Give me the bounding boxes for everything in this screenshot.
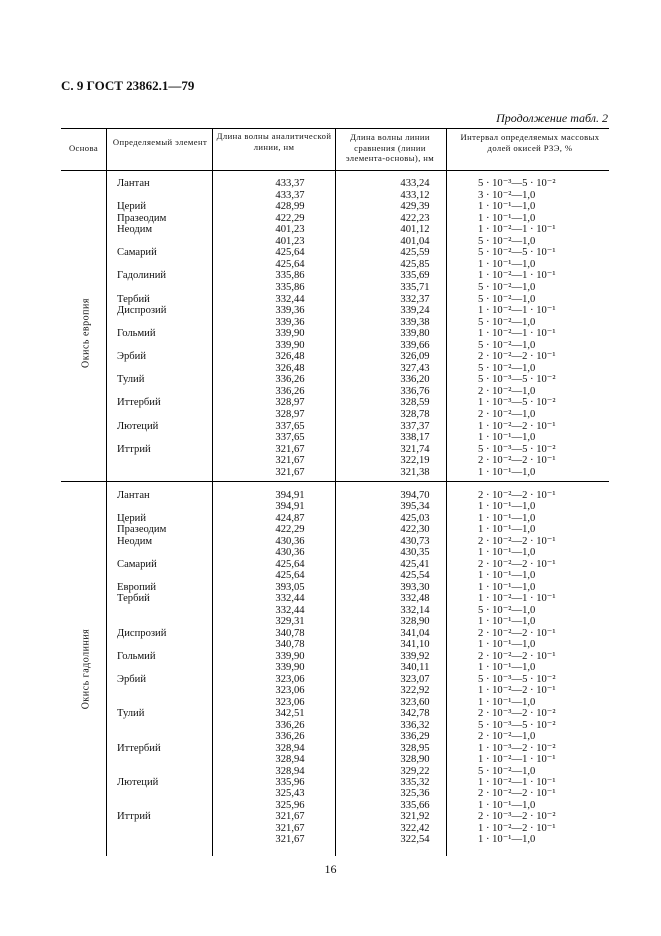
element-name: Тербий: [117, 593, 150, 605]
wavelength-comparison: 429,39: [400, 201, 430, 213]
wavelength-analytical: 321,67: [275, 811, 305, 823]
mass-fraction-interval: 2 · 10⁻²—2 · 10⁻¹: [478, 558, 556, 570]
wavelength-comparison: 328,90: [400, 754, 430, 766]
mass-fraction-interval: 1 · 10⁻¹—1,0: [478, 201, 536, 213]
wavelength-comparison: 336,20: [400, 374, 430, 386]
table-row: [0, 455, 661, 467]
wavelength-comparison: 433,24: [400, 178, 430, 189]
wavelength-comparison: 425,85: [400, 258, 430, 270]
element-name: Тулий: [117, 708, 145, 720]
mass-fraction-interval: 1 · 10⁻¹—1,0: [478, 466, 536, 478]
wavelength-analytical: 321,67: [275, 834, 305, 846]
table-row: [0, 570, 661, 582]
wavelength-comparison: 395,34: [400, 501, 430, 513]
wavelength-analytical: 326,48: [275, 351, 305, 363]
page-header: С. 9 ГОСТ 23862.1—79: [61, 78, 195, 93]
table-row: [0, 317, 661, 329]
table-row: [0, 432, 661, 444]
table-row: [0, 294, 661, 306]
table-row: [0, 501, 661, 513]
table-row: [0, 190, 661, 202]
wavelength-comparison: 336,32: [400, 719, 430, 731]
table-row: [0, 582, 661, 594]
table-row: [0, 788, 661, 800]
wavelength-comparison: 425,41: [400, 558, 430, 570]
element-name: Эрбий: [117, 351, 147, 363]
wavelength-comparison: 422,30: [400, 524, 430, 536]
mass-fraction-interval: 1 · 10⁻²—2 · 10⁻¹: [478, 685, 556, 697]
mass-fraction-interval: 2 · 10⁻²—2 · 10⁻¹: [478, 650, 556, 662]
table-row: [0, 731, 661, 743]
element-name: Иттрий: [117, 443, 151, 455]
mass-fraction-interval: 1 · 10⁻¹—1,0: [478, 547, 536, 559]
wavelength-comparison: 340,11: [400, 662, 430, 674]
wavelength-analytical: 401,23: [275, 224, 305, 236]
wavelength-analytical: 328,97: [275, 409, 305, 420]
wavelength-comparison: 323,07: [400, 673, 430, 685]
wavelength-comparison: 433,12: [400, 189, 430, 201]
table-row: [0, 490, 661, 502]
table-row: [0, 800, 661, 812]
mass-fraction-interval: 2 · 10⁻²—1,0: [478, 409, 536, 420]
wavelength-comparison: 401,04: [400, 235, 430, 247]
table-row: [0, 386, 661, 398]
wavelength-analytical: 425,64: [275, 247, 305, 259]
wavelength-analytical: 342,51: [275, 708, 305, 720]
table-row: [0, 467, 661, 479]
element-name: Европий: [117, 581, 157, 593]
mass-fraction-interval: 5 · 10⁻²—1,0: [478, 316, 536, 328]
wavelength-comparison: 332,14: [400, 604, 430, 616]
wavelength-comparison: 394,70: [400, 490, 430, 501]
wavelength-comparison: 341,10: [400, 639, 430, 651]
wavelength-comparison: 323,60: [400, 696, 430, 708]
wavelength-analytical: 339,36: [275, 305, 305, 317]
group-label-gadolinium-oxide: Окись гадолиния: [80, 628, 92, 710]
element-name: Лантан: [117, 490, 150, 501]
mass-fraction-interval: 1 · 10⁻¹—1,0: [478, 696, 536, 708]
table-row: [0, 363, 661, 375]
element-name: Лютеций: [117, 777, 159, 788]
element-name: Церий: [117, 201, 146, 213]
wavelength-comparison: 326,09: [400, 351, 430, 363]
mass-fraction-interval: 5 · 10⁻²—1,0: [478, 281, 536, 293]
element-name: Тулий: [117, 374, 145, 386]
element-name: Лантан: [117, 178, 150, 189]
mass-fraction-interval: 2 · 10⁻²—2 · 10⁻¹: [478, 788, 556, 800]
mass-fraction-interval: 2 · 10⁻²—2 · 10⁻¹: [478, 535, 556, 547]
element-name: Гольмий: [117, 650, 156, 662]
mass-fraction-interval: 1 · 10⁻³—5 · 10⁻²: [478, 397, 556, 409]
wavelength-analytical: 394,91: [275, 490, 305, 501]
table-row: [0, 247, 661, 259]
wavelength-analytical: 323,06: [275, 673, 305, 685]
element-name: Самарий: [117, 247, 157, 259]
table-row: [0, 834, 661, 846]
wavelength-comparison: 328,95: [400, 742, 430, 754]
mass-fraction-interval: 1 · 10⁻²—1 · 10⁻¹: [478, 305, 556, 317]
mass-fraction-interval: 5 · 10⁻³—5 · 10⁻²: [478, 673, 556, 685]
table-row: [0, 270, 661, 282]
table-row: [0, 536, 661, 548]
wavelength-analytical: 430,36: [275, 535, 305, 547]
table-row: [0, 397, 661, 409]
page-number: 16: [324, 862, 337, 876]
wavelength-comparison: 425,54: [400, 570, 430, 582]
mass-fraction-interval: 5 · 10⁻²—1,0: [478, 604, 536, 616]
table-row: [0, 305, 661, 317]
mass-fraction-interval: 2 · 10⁻²—2 · 10⁻¹: [478, 351, 556, 363]
element-name: Диспрозий: [117, 627, 167, 639]
mass-fraction-interval: 1 · 10⁻³—2 · 10⁻²: [478, 742, 556, 754]
wavelength-comparison: 321,92: [400, 811, 430, 823]
mass-fraction-interval: 5 · 10⁻³—5 · 10⁻²: [478, 719, 556, 731]
element-name: Иттербий: [117, 397, 161, 409]
wavelength-comparison: 322,92: [400, 685, 430, 697]
mass-fraction-interval: 2 · 10⁻³—2 · 10⁻²: [478, 708, 556, 720]
column-header-interval: Интервал определяемых массовых долей окисей РЗЭ, %: [460, 132, 600, 153]
table-row: [0, 213, 661, 225]
element-name: Иттербий: [117, 742, 161, 754]
wavelength-analytical: 339,36: [275, 316, 305, 328]
wavelength-analytical: 328,94: [275, 754, 305, 766]
mass-fraction-interval: 2 · 10⁻²—2 · 10⁻¹: [478, 490, 556, 501]
wavelength-analytical: 424,87: [275, 512, 305, 524]
mass-fraction-interval: 2 · 10⁻³—2 · 10⁻²: [478, 811, 556, 823]
mass-fraction-interval: 5 · 10⁻²—5 · 10⁻¹: [478, 247, 556, 259]
wavelength-analytical: 332,44: [275, 593, 305, 605]
table-row: [0, 593, 661, 605]
table-row: [0, 351, 661, 363]
element-name: Гольмий: [117, 328, 156, 340]
wavelength-analytical: 332,44: [275, 293, 305, 305]
column-header-wl-comparison: Длина волны линии сравнения (линии элемента-основы), нм: [345, 132, 435, 163]
wavelength-analytical: 321,67: [275, 822, 305, 834]
wavelength-comparison: 335,32: [400, 777, 430, 788]
wavelength-analytical: 323,06: [275, 696, 305, 708]
wavelength-analytical: 422,29: [275, 212, 305, 224]
wavelength-analytical: 328,94: [275, 742, 305, 754]
wavelength-analytical: 336,26: [275, 731, 305, 743]
wavelength-comparison: 342,78: [400, 708, 430, 720]
mass-fraction-interval: 3 · 10⁻²—1,0: [478, 189, 536, 201]
table-row: [0, 708, 661, 720]
table-row: [0, 547, 661, 559]
wavelength-comparison: 328,78: [400, 409, 430, 420]
table-row: [0, 697, 661, 709]
wavelength-comparison: 335,69: [400, 270, 430, 282]
wavelength-comparison: 339,38: [400, 316, 430, 328]
mass-fraction-interval: 5 · 10⁻²—1,0: [478, 339, 536, 351]
wavelength-comparison: 328,90: [400, 616, 430, 628]
mass-fraction-interval: 1 · 10⁻¹—1,0: [478, 524, 536, 536]
wavelength-analytical: 321,67: [275, 455, 305, 467]
column-header-base: Основа: [68, 143, 99, 153]
wavelength-analytical: 425,64: [275, 558, 305, 570]
table-row: [0, 524, 661, 536]
wavelength-comparison: 321,38: [400, 466, 430, 478]
mass-fraction-interval: 1 · 10⁻¹—1,0: [478, 834, 536, 846]
wavelength-comparison: 322,54: [400, 834, 430, 846]
wavelength-analytical: 394,91: [275, 501, 305, 513]
element-name: Гадолиний: [117, 270, 167, 282]
table-row: [0, 444, 661, 456]
wavelength-comparison: 339,80: [400, 328, 430, 340]
wavelength-analytical: 329,31: [275, 616, 305, 628]
wavelength-comparison: 332,48: [400, 593, 430, 605]
element-name: Церий: [117, 512, 146, 524]
table-row: [0, 616, 661, 628]
mass-fraction-interval: 1 · 10⁻²—1 · 10⁻¹: [478, 224, 556, 236]
mass-fraction-interval: 1 · 10⁻¹—1,0: [478, 581, 536, 593]
wavelength-analytical: 433,37: [275, 189, 305, 201]
wavelength-comparison: 339,66: [400, 339, 430, 351]
mass-fraction-interval: 1 · 10⁻¹—1,0: [478, 501, 536, 513]
table-row: [0, 754, 661, 766]
wavelength-comparison: 422,23: [400, 212, 430, 224]
wavelength-analytical: 340,78: [275, 627, 305, 639]
table-row: [0, 236, 661, 248]
mass-fraction-interval: 2 · 10⁻²—1,0: [478, 385, 536, 397]
wavelength-comparison: 322,42: [400, 822, 430, 834]
table-row: [0, 651, 661, 663]
wavelength-comparison: 425,03: [400, 512, 430, 524]
mass-fraction-interval: 1 · 10⁻¹—1,0: [478, 616, 536, 628]
wavelength-analytical: 335,86: [275, 270, 305, 282]
mass-fraction-interval: 1 · 10⁻²—1 · 10⁻¹: [478, 270, 556, 282]
mass-fraction-interval: 1 · 10⁻²—1 · 10⁻¹: [478, 328, 556, 340]
wavelength-comparison: 425,59: [400, 247, 430, 259]
wavelength-comparison: 338,17: [400, 432, 430, 444]
table-row: [0, 720, 661, 732]
wavelength-analytical: 321,67: [275, 443, 305, 455]
wavelength-analytical: 321,67: [275, 466, 305, 478]
mass-fraction-interval: 2 · 10⁻²—2 · 10⁻¹: [478, 455, 556, 467]
wavelength-analytical: 336,26: [275, 719, 305, 731]
mass-fraction-interval: 5 · 10⁻²—1,0: [478, 362, 536, 374]
wavelength-analytical: 323,06: [275, 685, 305, 697]
element-name: Лютеций: [117, 420, 159, 432]
table-row: [0, 685, 661, 697]
wavelength-analytical: 425,64: [275, 570, 305, 582]
mass-fraction-interval: 1 · 10⁻¹—1,0: [478, 258, 536, 270]
table-row: [0, 628, 661, 640]
element-name: Празеодим: [117, 212, 167, 224]
table-continuation-label: Продолжение табл. 2: [496, 111, 608, 125]
table-row: [0, 662, 661, 674]
wavelength-analytical: 339,90: [275, 662, 305, 674]
wavelength-analytical: 433,37: [275, 178, 305, 189]
wavelength-analytical: 332,44: [275, 604, 305, 616]
mass-fraction-interval: 2 · 10⁻²—1,0: [478, 731, 536, 743]
table-row: [0, 178, 661, 190]
wavelength-analytical: 326,48: [275, 362, 305, 374]
mass-fraction-interval: 5 · 10⁻³—5 · 10⁻²: [478, 443, 556, 455]
table-row: [0, 605, 661, 617]
wavelength-comparison: 327,43: [400, 362, 430, 374]
element-name: Тербий: [117, 293, 150, 305]
wavelength-comparison: 336,76: [400, 385, 430, 397]
wavelength-analytical: 422,29: [275, 524, 305, 536]
element-name: Эрбий: [117, 673, 147, 685]
wavelength-analytical: 339,90: [275, 339, 305, 351]
table-row: [0, 559, 661, 571]
element-name: Празеодим: [117, 524, 167, 536]
wavelength-comparison: 328,59: [400, 397, 430, 409]
mass-fraction-interval: 1 · 10⁻¹—1,0: [478, 212, 536, 224]
mass-fraction-interval: 1 · 10⁻²—2 · 10⁻¹: [478, 822, 556, 834]
wavelength-analytical: 339,90: [275, 328, 305, 340]
wavelength-analytical: 425,64: [275, 258, 305, 270]
mass-fraction-interval: 1 · 10⁻¹—1,0: [478, 662, 536, 674]
table-row: [0, 282, 661, 294]
mass-fraction-interval: 1 · 10⁻¹—1,0: [478, 512, 536, 524]
mass-fraction-interval: 1 · 10⁻¹—1,0: [478, 432, 536, 444]
mass-fraction-interval: 5 · 10⁻³—5 · 10⁻²: [478, 374, 556, 386]
mass-fraction-interval: 1 · 10⁻¹—1,0: [478, 639, 536, 651]
wavelength-analytical: 325,96: [275, 799, 305, 811]
element-name: Иттрий: [117, 811, 151, 823]
mass-fraction-interval: 1 · 10⁻²—1 · 10⁻¹: [478, 593, 556, 605]
wavelength-analytical: 340,78: [275, 639, 305, 651]
wavelength-comparison: 321,74: [400, 443, 430, 455]
column-header-wl-analytical: Длина волны аналитической линии, нм: [216, 131, 332, 152]
wavelength-analytical: 393,05: [275, 581, 305, 593]
wavelength-analytical: 328,94: [275, 765, 305, 777]
wavelength-comparison: 322,19: [400, 455, 430, 467]
mass-fraction-interval: 5 · 10⁻³—5 · 10⁻²: [478, 178, 556, 189]
element-name: Неодим: [117, 535, 153, 547]
mass-fraction-interval: 5 · 10⁻²—1,0: [478, 235, 536, 247]
table-row: [0, 823, 661, 835]
wavelength-analytical: 428,99: [275, 201, 305, 213]
table-row: [0, 674, 661, 686]
mass-fraction-interval: 2 · 10⁻²—2 · 10⁻¹: [478, 627, 556, 639]
mass-fraction-interval: 1 · 10⁻²—1 · 10⁻¹: [478, 754, 556, 766]
wavelength-comparison: 337,37: [400, 420, 430, 432]
wavelength-analytical: 328,97: [275, 397, 305, 409]
wavelength-comparison: 430,35: [400, 547, 430, 559]
wavelength-comparison: 335,71: [400, 281, 430, 293]
wavelength-analytical: 325,43: [275, 788, 305, 800]
mass-fraction-interval: 5 · 10⁻²—1,0: [478, 293, 536, 305]
wavelength-comparison: 335,66: [400, 799, 430, 811]
wavelength-comparison: 339,92: [400, 650, 430, 662]
group-label-europium-oxide: Окись европия: [80, 298, 92, 368]
wavelength-comparison: 332,37: [400, 293, 430, 305]
wavelength-analytical: 336,26: [275, 385, 305, 397]
table-row: [0, 201, 661, 213]
element-name: Диспрозий: [117, 305, 167, 317]
table-row: [0, 409, 661, 421]
table-row: [0, 777, 661, 789]
mass-fraction-interval: 1 · 10⁻¹—1,0: [478, 570, 536, 582]
table-row: [0, 259, 661, 271]
wavelength-comparison: 329,22: [400, 765, 430, 777]
wavelength-comparison: 393,30: [400, 581, 430, 593]
mass-fraction-interval: 1 · 10⁻¹—1,0: [478, 799, 536, 811]
wavelength-analytical: 337,65: [275, 432, 305, 444]
table-row: [0, 374, 661, 386]
column-header-element: Определяемый элемент: [112, 137, 208, 147]
table-row: [0, 513, 661, 525]
wavelength-analytical: 339,90: [275, 650, 305, 662]
table-row: [0, 340, 661, 352]
element-name: Неодим: [117, 224, 153, 236]
mass-fraction-interval: 1 · 10⁻²—1 · 10⁻¹: [478, 777, 556, 788]
table-row: [0, 328, 661, 340]
mass-fraction-interval: 1 · 10⁻²—2 · 10⁻¹: [478, 420, 556, 432]
wavelength-comparison: 341,04: [400, 627, 430, 639]
wavelength-comparison: 401,12: [400, 224, 430, 236]
wavelength-analytical: 337,65: [275, 420, 305, 432]
wavelength-comparison: 339,24: [400, 305, 430, 317]
wavelength-analytical: 336,26: [275, 374, 305, 386]
wavelength-comparison: 325,36: [400, 788, 430, 800]
wavelength-analytical: 430,36: [275, 547, 305, 559]
table-row: [0, 743, 661, 755]
table-row: [0, 224, 661, 236]
wavelength-analytical: 401,23: [275, 235, 305, 247]
element-name: Самарий: [117, 558, 157, 570]
table-row: [0, 421, 661, 433]
table-row: [0, 766, 661, 778]
table-row: [0, 811, 661, 823]
wavelength-comparison: 336,29: [400, 731, 430, 743]
wavelength-comparison: 430,73: [400, 535, 430, 547]
mass-fraction-interval: 5 · 10⁻²—1,0: [478, 765, 536, 777]
table-row: [0, 639, 661, 651]
wavelength-analytical: 335,86: [275, 281, 305, 293]
wavelength-analytical: 335,96: [275, 777, 305, 788]
